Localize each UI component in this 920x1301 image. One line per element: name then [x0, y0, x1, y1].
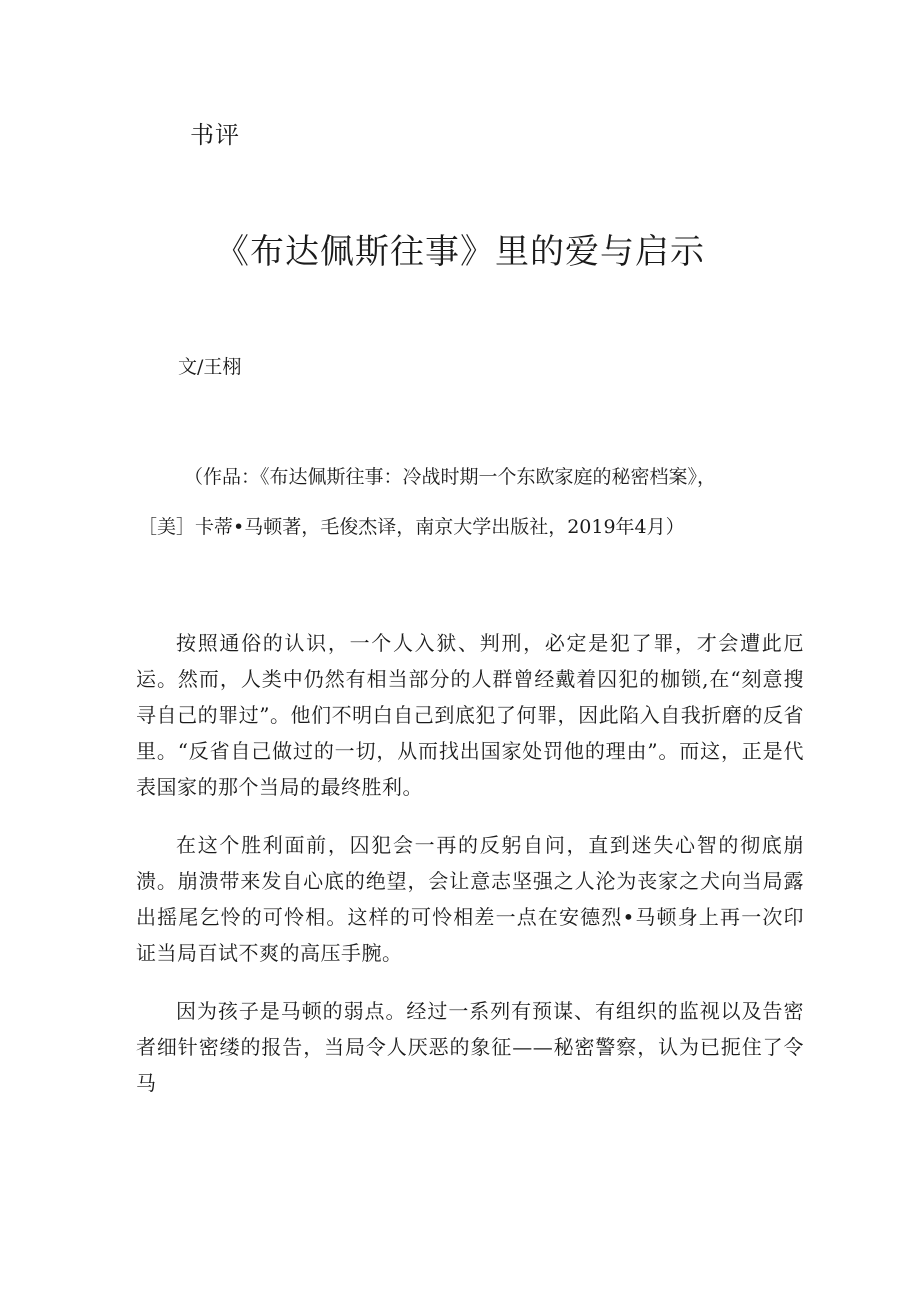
work-info-line-1: （作品：《布达佩斯往事：冷战时期一个东欧家庭的秘密档案》， — [184, 466, 717, 488]
body-paragraph-3: 因为孩子是马顿的弱点。经过一系列有预谋、有组织的监视以及告密者细针密缕的报告，当局令人厌恶的象征——秘密警察，认为已扼住了令马 — [136, 999, 804, 1095]
article-title: 《布达佩斯往事》里的爱与启示 — [215, 232, 705, 272]
article-body — [136, 625, 804, 1123]
section-label: 书评 — [190, 121, 240, 149]
work-info-line-2: ［美］卡蒂•马顿著，毛俊杰译，南京大学出版社，2019年4月） — [138, 516, 685, 538]
author-byline: 文/王栩 — [178, 356, 242, 378]
body-paragraph-1: 按照通俗的认识，一个人入狱、判刑，必定是犯了罪，才会遭此厄运。然而，人类中仍然有相当部分的人群曾经戴着囚犯的枷锁,在“刻意搜寻自己的罪过”。他们不明白自己到底犯了何罪，因此陷入自我折磨的反省里。“反省自己做过的一切，从而找出国家处罚他的理由”。而这，正是代表国家的那个当局的最终胜利。 — [136, 631, 804, 799]
body-paragraph-2: 在这个胜利面前，囚犯会一再的反躬自问，直到迷失心智的彻底崩溃。崩溃带来发自心底的绝望，会让意志坚强之人沦为丧家之犬向当局露出摇尾乞怜的可怜相。这样的可怜相差一点在安德烈•马顿身上再一次印证当局百试不爽的高压手腕。 — [136, 833, 804, 965]
